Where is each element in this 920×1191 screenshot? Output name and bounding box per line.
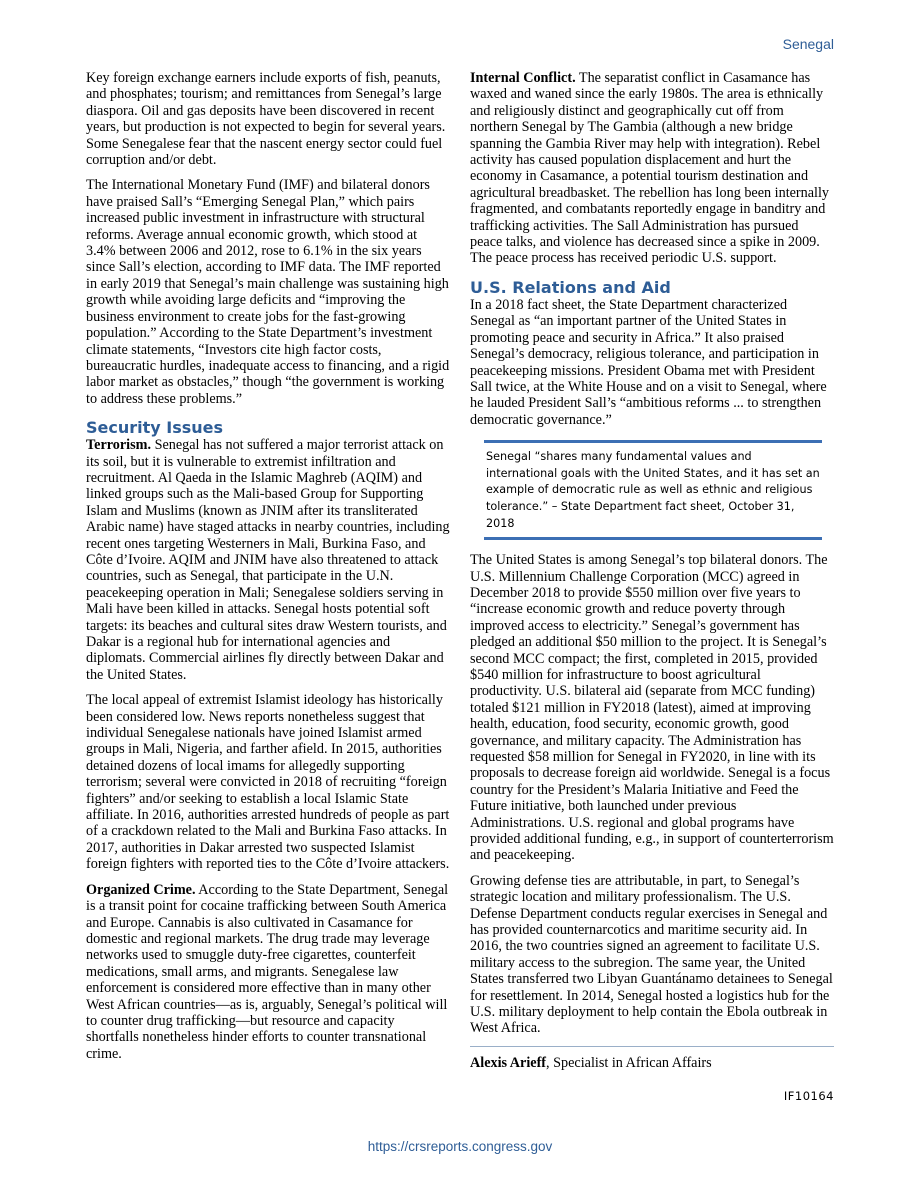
left-column	[86, 70, 450, 1071]
paragraph-organized-crime	[86, 882, 450, 1062]
author-signature	[470, 1055, 834, 1071]
heading-security-issues: Security Issues	[86, 418, 224, 438]
author-title: , Specialist in African Affairs	[546, 1054, 712, 1071]
author-name: Alexis Arieff	[470, 1054, 547, 1071]
terrorism-lead: Terrorism.	[86, 437, 152, 454]
paragraph-terrorism	[86, 437, 450, 683]
report-id: IF10164	[783, 1089, 834, 1103]
running-header: Senegal	[782, 36, 834, 52]
internal-conflict-text: The separatist conflict in Casamance has waxed and waned since the early 1980s. The area is ethnically and religiously distinct and geographically cut off from northern Senegal by The Gambia (although a new bridge spanning the Gambia River may help with integration). Rebel activity has caused population displacement and hurt the economy in Casamance, a potential tourism destination and agricultural breadbasket. The rebellion has long been internally fragmented, and combatants reportedly engage in banditry and trafficking activities. The Sall Administration has pursued peace talks, and violence has decreased since a spike in 2009. The peace process has received periodic U.S. support.	[470, 70, 830, 267]
heading-us-relations: U.S. Relations and Aid	[470, 277, 671, 297]
terrorism-text: Senegal has not suffered a major terrorist attack on its soil, but it is vulnerable to extremist infiltration and recruitment. Al Qaeda in the Islamic Maghreb (AQIM) and linked groups such as the Mali-based Group for Supporting Islam and Muslims (known as JNIM after its transliterated Arabic name) have staged attacks in nearby countries, including recent ones targeting Westerners in Mali, Burkina Faso, and Côte d’Ivoire. AQIM and JNIM have also threatened to attack countries, such as Senegal, that participate in the U.N. peacekeeping operation in Mali; Senegalese soldiers serving in Mali have been killed in attacks. Senegal hosts potential soft targets: its beaches and cultural sites draw Western tourists, and Dakar is a regional hub for international agencies and diplomats. Commercial airlines fly directly between Dakar and the United States.	[86, 437, 450, 683]
internal-conflict-lead: Internal Conflict.	[470, 70, 576, 86]
organized-crime-text: According to the State Department, Senegal is a transit point for cocaine trafficking between South America and Europe. Cannabis is also cultivated in Casamance for domestic and regional markets. The drug trade may leverage networks used to smuggle duty-free cigarettes, counterfeit medications, small arms, and migrants. Senegalese law enforcement is considered more effective than in many other West African countries—as is, arguably, Senegal’s political will to counter drug trafficking—but resource and capacity shortfalls nonetheless hinder efforts to counter transnational crime.	[86, 881, 449, 1062]
paragraph-internal-conflict	[470, 70, 834, 267]
pull-quote: Senegal “shares many fundamental values and international goals with the United States, and it has set an example of democratic rule as well as ethnic and religious tolerance.” – State Department fact sheet, October 31, 2018	[484, 440, 822, 540]
signature-divider	[470, 1046, 834, 1047]
organized-crime-lead: Organized Crime.	[86, 881, 196, 898]
paragraph-islamist-appeal: The local appeal of extremist Islamist ideology has historically been considered low. News reports nonetheless suggest that individual Senegalese nationals have joined Islamist armed groups in Mali, Nigeria, and farther afield. In 2015, authorities detained dozens of local imams for allegedly supporting terrorism; several were convicted in 2018 of recruiting “foreign fighters” and/or seeking to establish a local Islamic State affiliate. In 2016, authorities arrested hundreds of people as part of a crackdown related to the Mali and Burkina Faso attacks. In 2017, authorities in Dakar arrested two suspected Islamist foreign fighters with reported ties to the Côte d’Ivoire attackers.	[86, 692, 450, 873]
paragraph-imf-growth: The International Monetary Fund (IMF) and bilateral donors have praised Sall’s “Emerging Senegal Plan,” which pairs increased public investment in infrastructure with structural reforms. Average annual economic growth, which stood at 3.4% between 2006 and 2012, rose to 6.1% in the six years since Sall’s election, according to IMF data. The IMF reported in early 2019 that Senegal’s main challenge was sustaining high growth while avoiding large deficits and “improving the business environment to create jobs for the fast-growing population.” According to the State Department’s investment climate statements, “Investors cite high factor costs, bureaucratic hurdles, inadequate access to financing, and a rigid labor market as obstacles,” though “the government is working to address these problems.”	[86, 177, 450, 407]
paragraph-bilateral-donors: The United States is among Senegal’s top bilateral donors. The U.S. Millennium Challenge Corporation (MCC) agreed in December 2018 to provide $550 million over five years to “increase economic growth and reduce poverty through improved access to electricity.” Senegal’s government has pledged an additional $50 million to the project. It is Senegal’s second MCC compact; the first, completed in 2015, provided $540 million for infrastructure to boost agricultural productivity. U.S. bilateral aid (separate from MCC funding) totaled $121 million in FY2018 (latest), aimed at improving health, education, food security, economic growth, good governance, and military capacity. The Administration has requested $58 million for Senegal in FY2020, in line with its proposals to decrease foreign aid worldwide. Senegal is a focus country for the President’s Malaria Initiative and Feed the Future initiative, both launched under previous Administrations. U.S. regional and global programs have provided additional funding, e.g., in support of counterterrorism and peacekeeping.	[470, 552, 834, 864]
right-column	[470, 70, 834, 1080]
paragraph-fact-sheet: In a 2018 fact sheet, the State Department characterized Senegal as “an important partner of the United States in promoting peace and security in Africa.” It also praised Senegal’s democracy, religious tolerance, and participation in peacekeeping missions. President Obama met with President Sall twice, at the White House and on a visit to Senegal, where he lauded President Sall’s “ambitious reforms ... to strengthen democratic governance.”	[470, 296, 827, 428]
paragraph-export-earners: Key foreign exchange earners include exports of fish, peanuts, and phosphates; tourism; and remittances from Senegal’s large diaspora. Oil and gas deposits have been discovered in recent years, but production is not expected to begin for several years. Some Senegalese fear that the nascent energy sector could fuel corruption and/or debt.	[86, 70, 446, 169]
paragraph-defense-ties: Growing defense ties are attributable, in part, to Senegal’s strategic location and military professionalism. The U.S. Defense Department conducts regular exercises in Senegal and has provided counternarcotics and maritime security aid. In 2016, the two countries signed an agreement to facilitate U.S. military access to the subregion. The same year, the United States transferred two Libyan Guantánamo detainees to Senegal for resettlement. In 2014, Senegal hosted a logistics hub for the U.S. military deployment to help contain the Ebola outbreak in West Africa.	[470, 872, 833, 1037]
footer-url[interactable]: https://crsreports.congress.gov	[367, 1139, 553, 1154]
